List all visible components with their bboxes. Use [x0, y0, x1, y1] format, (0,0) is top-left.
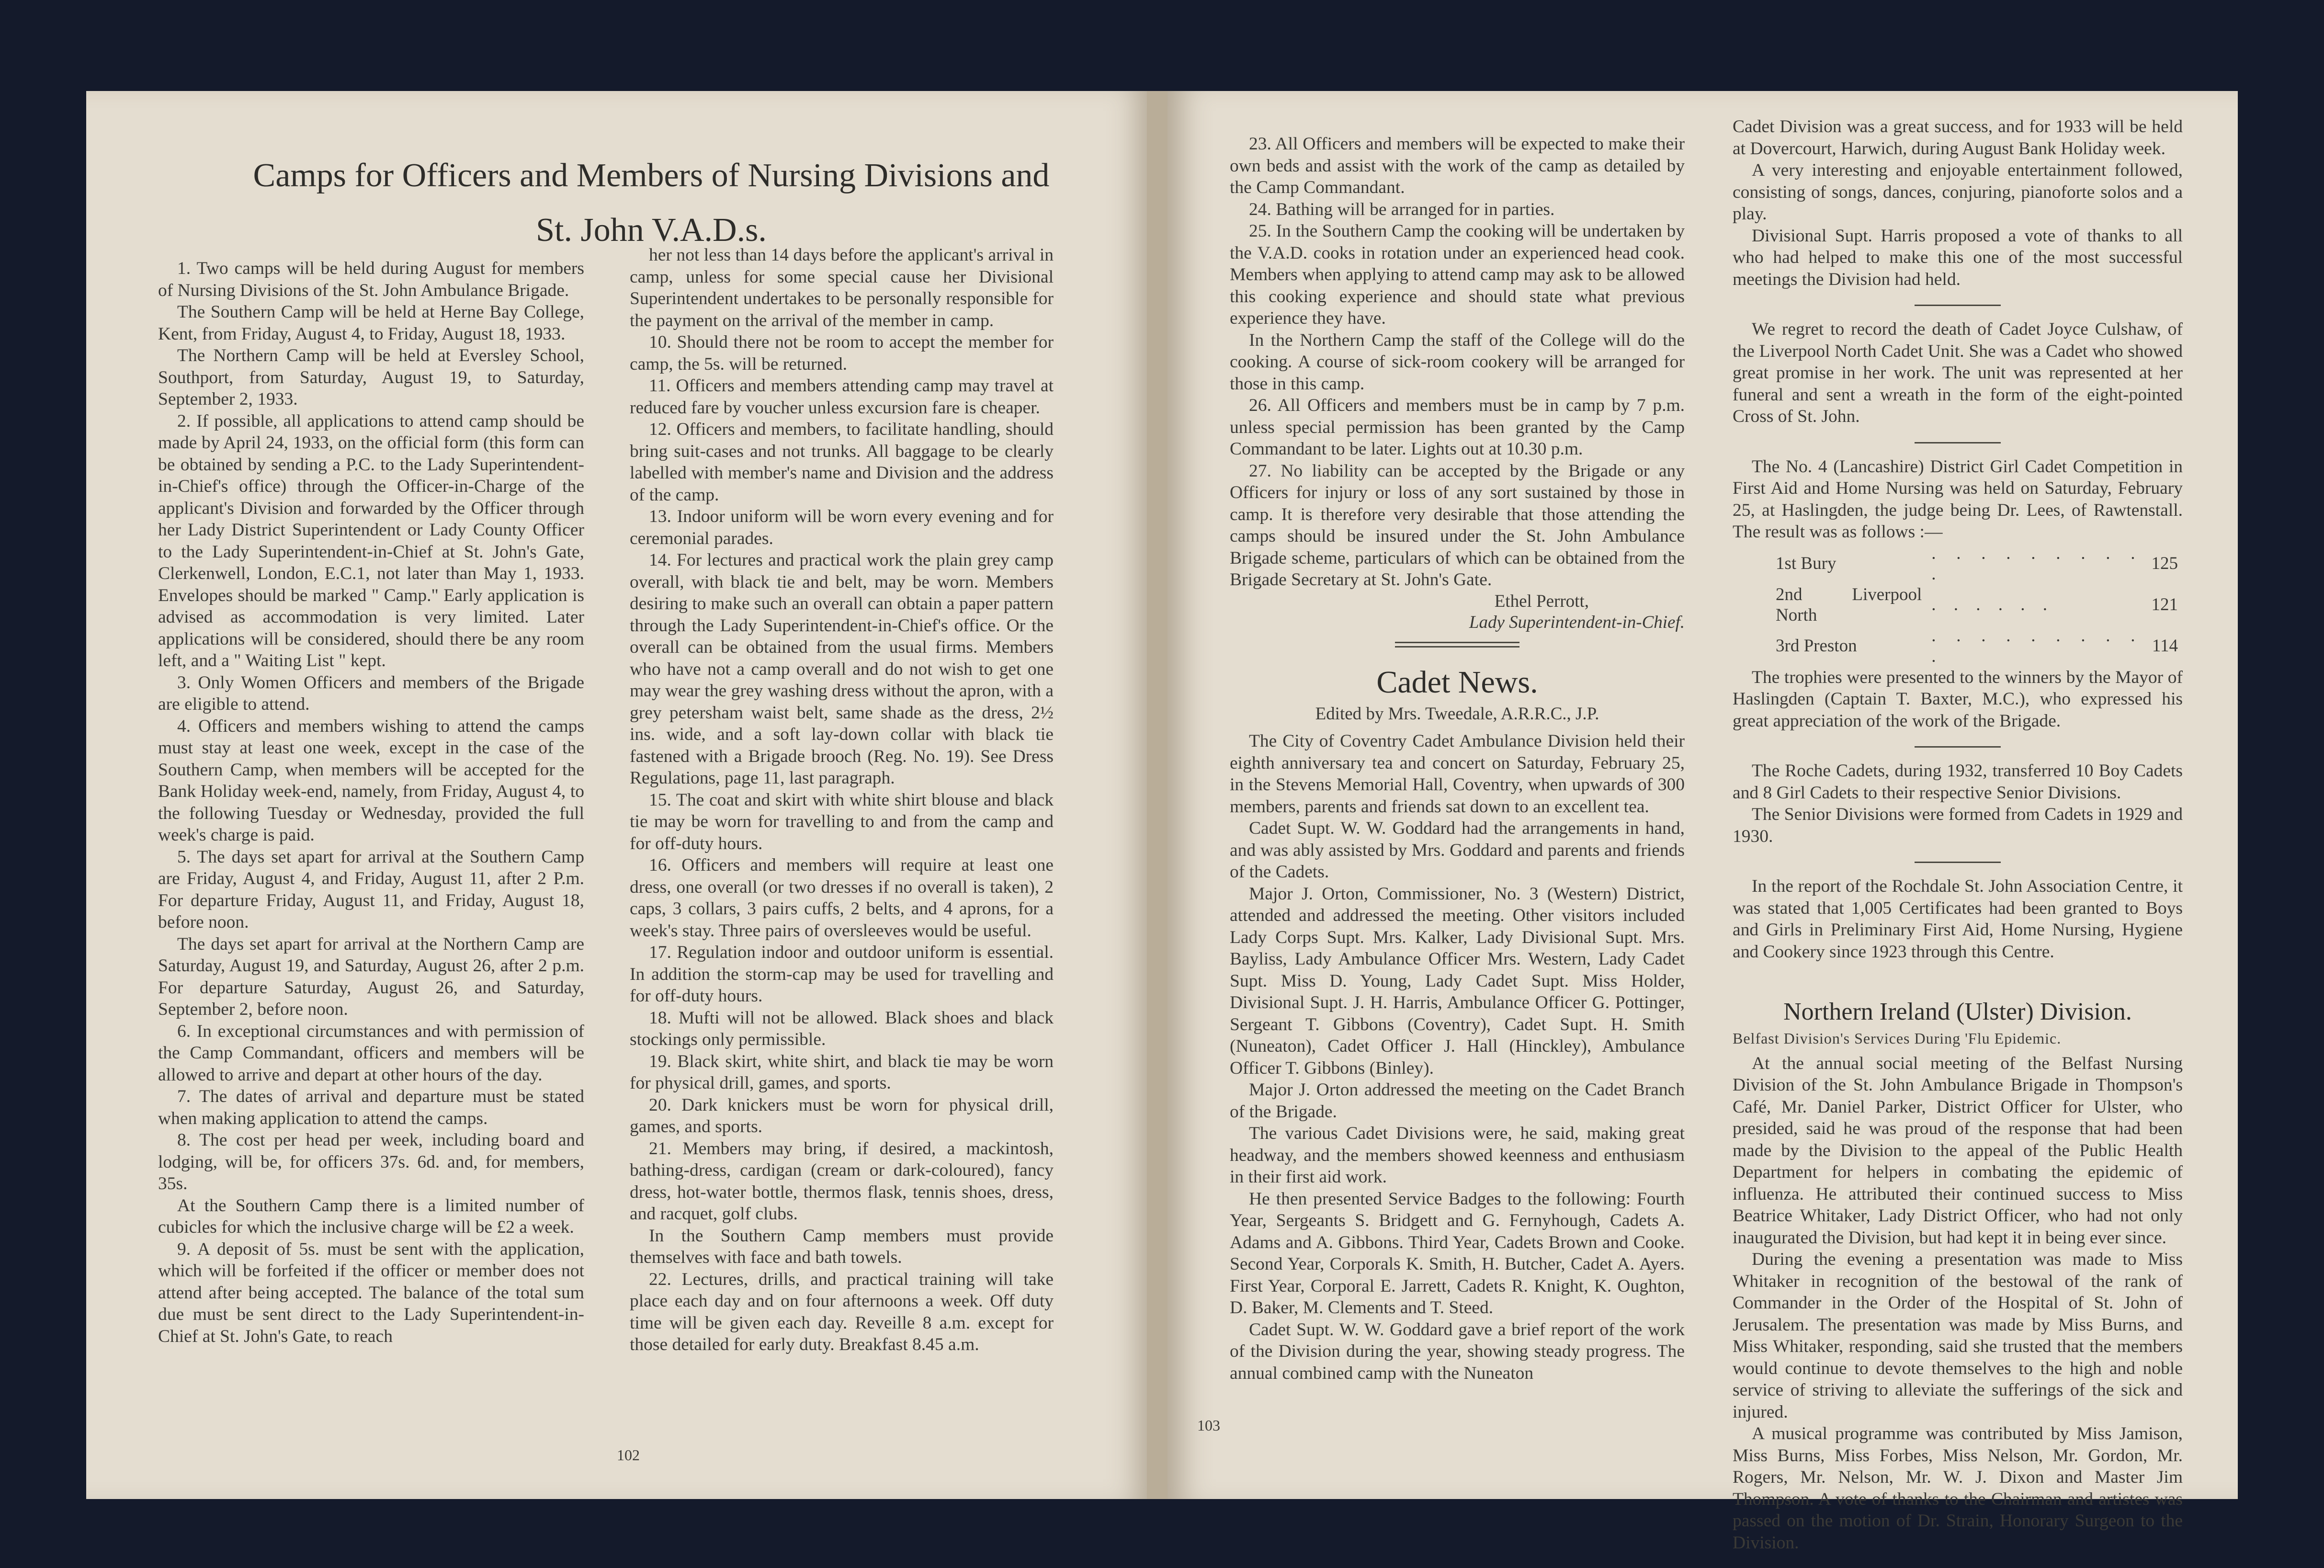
results-row — [1771, 625, 2183, 667]
paragraph: 4. Officers and members wishing to attend the camps must stay at least one week, except in the case of the Southern Camp, when members will be accepted for the Bank Holiday week-end, namely, from Friday, August 4, to the following Tuesday or Wednesday, provided the full week's charge is paid. — [158, 716, 584, 845]
paragraph: Cadet Supt. W. W. Goddard had the arrangements in hand, and was ably assisted by Mrs. Goddard and parents and friends of the Cadets. — [1230, 818, 1685, 882]
paragraph: Cadet Supt. W. W. Goddard gave a brief report of the work of the Division during the year, showing steady progress. The annual combined camp with the Nuneaton — [1230, 1319, 1685, 1383]
cadet-news-body — [1230, 730, 1685, 1384]
paragraph: The various Cadet Divisions were, he said, making great headway, and the members showed keenness and enthusiasm in their first aid work. — [1230, 1124, 1685, 1187]
paragraph: 6. In exceptional circumstances and with permission of the Camp Commandant, officers and members will be allowed to arrive and depart at other hours of the day. — [158, 1021, 584, 1085]
paragraph: 18. Mufti will not be allowed. Black shoes and black stockings only permissible. — [630, 1008, 1054, 1049]
paragraph: 23. All Officers and members will be expected to make their own beds and assist with the work of the camp as detailed by the Camp Commandant. — [1230, 134, 1685, 197]
paragraph: 22. Lectures, drills, and practical training will take place each day and on four afternoons a week. Off duty time will be given each day. Reveille 8 a.m. except for those detailed for early duty. Breakfast 8.45 a.m. — [630, 1269, 1054, 1354]
paragraph: 16. Officers and members will require at least one dress, one overall (or two dresses if no overall is taken), 2 caps, 3 collars, 3 pairs cuffs, 2 belts, and 4 aprons, for a week's stay. Three pairs of oversleeves would be useful. — [630, 855, 1054, 941]
rochdale-paragraph — [1733, 875, 2183, 963]
roche-cadets-paragraphs — [1733, 760, 2183, 847]
trophies-paragraph: The trophies were presented to the winners by the Mayor of Haslingden (Captain T. Baxter, M.C.), who expressed his great appreciation of the work of the Brigade. — [1733, 667, 2183, 731]
results-dots: . . . . . . — [1931, 595, 2054, 614]
paragraph: 11. Officers and members attending camp may travel at reduced fare by voucher unless excursion fare is cheaper. — [630, 376, 1054, 418]
paragraph: The City of Coventry Cadet Ambulance Division held their eighth anniversary tea and concert on Saturday, February 25, in the Stevens Memorial Hall, Coventry, when upwards of 300 members, parents and friends sat down to an excellent tea. — [1230, 731, 1685, 817]
paragraph: 1. Two camps will be held during August for members of Nursing Divisions of the St. John Ambulance Brigade. — [158, 259, 584, 300]
column-3 — [1230, 133, 1685, 1384]
paragraph: 5. The days set apart for arrival at the Southern Camp are Friday, August 4, and Friday, August 11, after 2 P.m. For departure Friday, August 11, and Friday, August 18, before noon. — [158, 847, 584, 932]
paragraph: 13. Indoor uniform will be worn every evening and for ceremonial parades. — [630, 507, 1054, 548]
divider-2 — [1915, 442, 2001, 443]
paragraph: Major J. Orton, Commissioner, No. 3 (Western) District, attended and addressed the meeting. Other visitors included Lady Corps Supt. Mrs. Kalker, Lady Divisional Supt. Mrs. Bayliss, Lady Ambulance Officer Mrs. Western, Lady Cadet Supt. Miss D. Young, Lady Cadet Supt. Miss Holder, Divisional Supt. J. H. Harris, Ambulance Officer G. Pottinger, Sergeant T. Gibbons (Coventry), Cadet Supt. H. Smith (Nuneaton), Cadet Officer J. Hall (Hinckley), Ambulance Officer T. Gibbons (Binley). — [1230, 884, 1685, 1078]
competition-paragraph: The No. 4 (Lancashire) District Girl Cadet Competition in First Aid and Home Nursing was held on Saturday, February 25, at Haslingden, the judge being Dr. Lees, of Rawtenstall. The result was as follows :— — [1733, 456, 2183, 542]
paragraph: The Northern Camp will be held at Eversley School, Southport, from Saturday, August 19, to Saturday, September 2, 1933. — [158, 346, 584, 409]
paragraph: 19. Black skirt, white shirt, and black tie may be worn for physical drill, games, and sports. — [630, 1051, 1054, 1093]
title-line-1: Camps for Officers and Members of Nursing Divisions and — [253, 157, 1050, 194]
paragraph: He then presented Service Badges to the following: Fourth Year, Sergeants S. Bridgett and G. Fernyhough, Cadets A. Adams and A. Gibbons. Third Year, Cadets Brown and Cooke. Second Year, Corporals K. Smith, H. Butcher, Cadet A. Ayers. First Year, Corporal E. Jarrett, Cadets R. Knight, K. Oughton, D. Baker, M. Clements and T. Steed. — [1230, 1189, 1685, 1318]
column-2 — [630, 244, 1054, 1356]
paragraph: her not less than 14 days before the applicant's arrival in camp, unless for some special cause her Divisional Superintendent undertakes to be personally responsible for the payment on the arrival of the member in camp. — [630, 245, 1054, 330]
paragraph: In the report of the Rochdale St. John Association Centre, it was stated that 1,005 Certificates had been granted to Boys and Girls in Preliminary First Aid, Home Nursing, Hygiene and Cookery since 1923 through this Centre. — [1733, 876, 2183, 962]
results-place: 1st Bury — [1776, 554, 1837, 573]
title-line-2: St. John V.A.D.s. — [536, 212, 767, 249]
northern-ireland-subheading: Belfast Division's Services During 'Flu Epidemic. — [1733, 1030, 2062, 1047]
section-divider — [1395, 642, 1519, 648]
page-number-right: 103 — [1197, 1417, 1220, 1434]
results-score: 121 — [2151, 595, 2178, 614]
paragraph: 24. Bathing will be arranged for in parties. — [1249, 199, 1555, 219]
results-dots: . . . . . . . . . . — [1931, 625, 2142, 666]
paragraph: 3. Only Women Officers and members of the Brigade are eligible to attend. — [158, 672, 584, 714]
paragraph: 10. Should there not be room to accept the member for camp, the 5s. will be returned. — [630, 332, 1054, 374]
paragraph: At the Southern Camp there is a limited number of cubicles for which the inclusive charge will be £2 a week. — [158, 1195, 584, 1237]
paragraph: 8. The cost per head per week, including board and lodging, will be, for officers 37s. 6d. and, for members, 35s. — [158, 1130, 584, 1193]
article-title — [211, 148, 1092, 258]
paragraph: 14. For lectures and practical work the plain grey camp overall, with black tie and belt, may be worn. Members desiring to make such an overall can obtain a paper pattern through the Lady Superintendent-in-Chief's office. Or the overall can be obtained from the usual firms. Members who have not a camp overall and do not wish to get one may wear the grey washing dress without the apron, with a grey petersham waist belt, same shade as the dress, 2½ ins. wide, and a soft lay-down collar with black tie fastened with a Brigade brooch (Reg. No. 19). See Dress Regulations, page 11, last paragraph. — [630, 550, 1054, 788]
paragraph: The Southern Camp will be held at Herne Bay College, Kent, from Friday, August 4, to Friday, August 18, 1933. — [158, 302, 584, 344]
results-place: 3rd Preston — [1776, 636, 1857, 656]
paragraph: 12. Officers and members, to facilitate handling, should bring suit-cases and not trunks. All baggage to be clearly labelled with member's name and Division and the address of the camp. — [630, 420, 1054, 505]
paragraph: In the Southern Camp members must provide themselves with face and bath towels. — [630, 1226, 1054, 1267]
results-score: 125 — [2151, 554, 2178, 573]
paragraph: 21. Members may bring, if desired, a mackintosh, bathing-dress, cardigan (cream or dark-coloured), fancy dress, hot-water bottle, thermos flask, tennis shoes, dress, and racquet, golf clubs. — [630, 1138, 1054, 1224]
paragraph: 2. If possible, all applications to attend camp should be made by April 24, 1933, on the official form (this form can be obtained by sending a P.C. to the Lady Superintendent-in-Chief's office) through the Officer-in-Charge of the applicant's Division and forwarded by the Officer through her Lady District Superintendent or Lady County Officer to the Lady Superintendent-in-Chief at St. John's Gate, Clerkenwell, London, E.C.1, not later than May 1, 1933. Envelopes should be marked " Camp." Early application is advised as accommodation is very limited. Later applications will be considered, should there be any room left, and a " Waiting List " kept. — [158, 411, 584, 670]
divider-1 — [1915, 305, 2001, 306]
paragraph: Divisional Supt. Harris proposed a vote of thanks to all who had helped to make this one of the most successful meetings the Division had held. — [1733, 226, 2183, 289]
divider-4 — [1915, 862, 2001, 863]
column-1 — [158, 258, 584, 1347]
paragraph: In the Northern Camp the staff of the College will do the cooking. A course of sick-room cookery will be arranged for those in this camp. — [1230, 330, 1685, 394]
results-row — [1771, 584, 2183, 625]
paragraph: 15. The coat and skirt with white shirt blouse and black tie may be worn for travelling to and from the camp and for off-duty hours. — [630, 790, 1054, 853]
page-number-left: 102 — [617, 1446, 640, 1464]
signature-title: Lady Superintendent-in-Chief. — [1469, 612, 1685, 632]
camp-rules-continued — [1230, 133, 1685, 591]
results-dots: . . . . . . . . . . — [1931, 543, 2142, 584]
paragraph: 17. Regulation indoor and outdoor uniform is essential. In addition the storm-cap may be used for travelling and for off-duty hours. — [630, 943, 1054, 1006]
results-row — [1771, 543, 2183, 584]
northern-ireland-body — [1733, 1053, 2183, 1554]
coventry-continued — [1733, 116, 2183, 290]
paragraph: A very interesting and enjoyable entertainment followed, consisting of songs, dances, conjuring, pianoforte solos and a play. — [1733, 160, 2183, 224]
paragraph: A musical programme was contributed by Miss Jamison, Miss Burns, Miss Forbes, Miss Nelson, Mr. Gordon, Mr. Rogers, Mr. Nelson, Mr. W. J. Dixon and Master Jim Thompson. A vote of thanks to the Chairman and artistes was passed on the motion of Dr. Strain, Honorary Surgeon to the Division. — [1733, 1424, 2183, 1553]
paragraph: The Senior Divisions were formed from Cadets in 1929 and 1930. — [1733, 805, 2183, 846]
cadet-news-heading: Cadet News. — [1376, 664, 1538, 700]
left-page — [86, 91, 1152, 1499]
paragraph: We regret to record the death of Cadet Joyce Culshaw, of the Liverpool North Cadet Unit. She was a Cadet who showed great promise in her work. The unit was represented at her funeral and sent a wreath in the form of the eight-pointed Cross of St. John. — [1733, 319, 2183, 426]
results-place: 2nd Liverpool North — [1776, 584, 1922, 625]
competition-results-table — [1771, 543, 2183, 667]
paragraph: During the evening a presentation was made to Miss Whitaker in recognition of the bestowal of the rank of Commander in the Order of the Hospital of St. John of Jerusalem. The presentation was made by Miss Burns, and Miss Whitaker, responding, said she trusted that the members would continue to devote themselves to the high and noble service of striving to alleviate the sufferings of the sick and injured. — [1733, 1250, 2183, 1422]
paragraph: Cadet Division was a great success, and for 1933 will be held at Dovercourt, Harwich, during August Bank Holiday week. — [1733, 117, 2183, 159]
paragraph: At the annual social meeting of the Belfast Nursing Division of the St. John Ambulance Brigade in Thompson's Café, Mr. Daniel Parker, District Officer for Ulster, who presided, said he was proud of the response that had been made by the Division to the appeal of the Public Health Department for helpers in combating the epidemic of influenza. He attributed their continued success to Miss Beatrice Whitaker, Lady District Officer, who had not only inaugurated the Division, but had kept it in being ever since. — [1733, 1053, 2183, 1248]
northern-ireland-heading: Northern Ireland (Ulster) Division. — [1783, 998, 2132, 1025]
paragraph: 26. All Officers and members must be in camp by 7 p.m. unless special permission has been granted by the Camp Commandant to be later. Lights out at 10.30 p.m. — [1230, 396, 1685, 459]
paragraph: 20. Dark knickers must be worn for physical drill, games, and sports. — [630, 1095, 1054, 1136]
cadet-news-byline: Edited by Mrs. Tweedale, A.R.R.C., J.P. — [1315, 704, 1599, 724]
paragraph: 9. A deposit of 5s. must be sent with the application, which will be forfeited if the officer or member does not attend after being accepted. The balance of the total sum due must be sent direct to the Lady Superintendent-in-Chief at St. John's Gate, to reach — [158, 1239, 584, 1346]
right-page — [1168, 91, 2238, 1553]
results-score: 114 — [2152, 636, 2178, 656]
paragraph: 27. No liability can be accepted by the Brigade or any Officers for injury or loss of any sort sustained by those in camp. It is therefore very desirable that those attending the camps should be insured under the St. John Ambulance Brigade scheme, particulars of which can be obtained from the Brigade Secretary at St. John's Gate. — [1230, 461, 1685, 590]
obituary-paragraph — [1733, 318, 2183, 428]
divider-3 — [1915, 746, 2001, 748]
paragraph: 25. In the Southern Camp the cooking will be undertaken by the V.A.D. cooks in rotation under an experienced head cook. Members when applying to attend camp may ask to be allowed this cooking experience and should state what previous experience they have. — [1230, 221, 1685, 328]
signature — [1230, 591, 1685, 633]
signature-name: Ethel Perrott, — [1494, 591, 1589, 611]
paragraph: The days set apart for arrival at the Northern Camp are Saturday, August 19, and Saturday, August 26, after 2 p.m. For departure Saturday, August 26, and Saturday, September 2, before noon. — [158, 934, 584, 1019]
paragraph: The Roche Cadets, during 1932, transferred 10 Boy Cadets and 8 Girl Cadets to their respective Senior Divisions. — [1733, 761, 2183, 803]
column-4 — [1733, 116, 2183, 1554]
paragraph: 7. The dates of arrival and departure must be stated when making application to attend the camps. — [158, 1087, 584, 1128]
paragraph: Major J. Orton addressed the meeting on the Cadet Branch of the Brigade. — [1230, 1080, 1685, 1122]
